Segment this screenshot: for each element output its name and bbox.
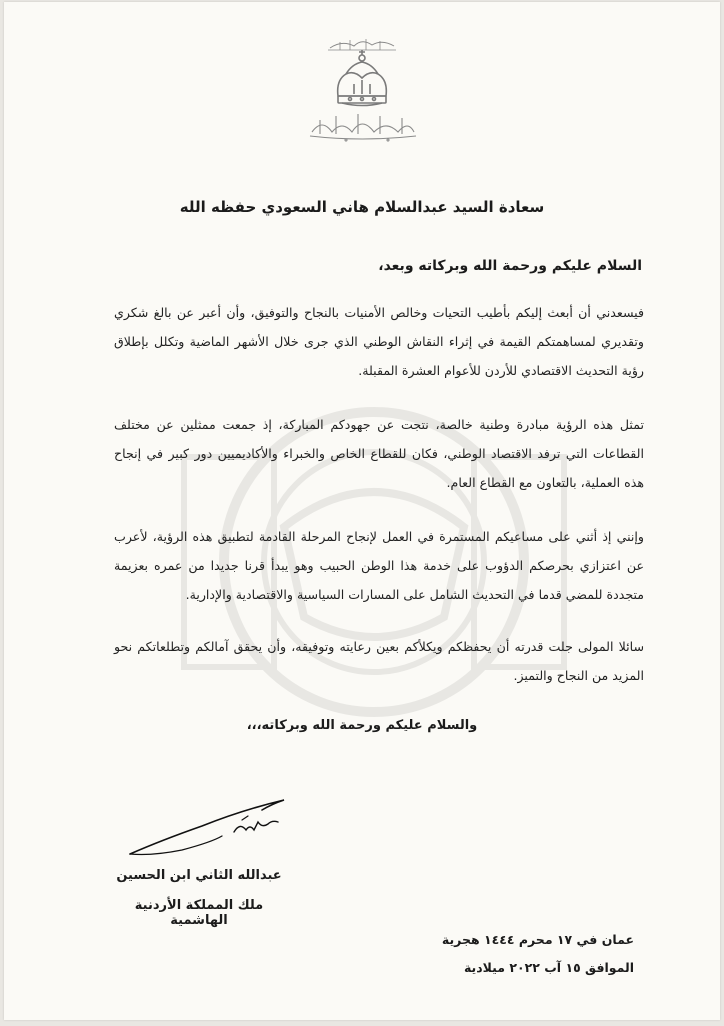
paragraph-3: وإنني إذ أثني على مساعيكم المستمرة في العمل لإنجاح المرحلة القادمة لتطبيق هذه الرؤية، لأعرب عن اعتزازي بحرصكم الدؤوب على خدمة هذا الوطن الحبيب وهو يبدأ قرنا جديدا من عمره بعزيمة متجددة للمضي قدما في التحديث الشامل على المسارات السياسية والاقتصادية والإدارية. bbox=[114, 529, 644, 602]
addressee-line: سعادة السيد عبدالسلام هاني السعودي حفظه الله bbox=[179, 198, 545, 216]
date-gregorian: الموافق ١٥ آب ٢٠٢٢ ميلادية bbox=[463, 960, 634, 975]
date-hijri: عمان في ١٧ محرم ١٤٤٤ هجرية bbox=[441, 932, 634, 947]
signer-name: عبدالله الثاني ابن الحسين bbox=[116, 868, 282, 883]
crown-icon bbox=[338, 50, 387, 106]
letter-page bbox=[4, 2, 720, 1020]
handwritten-signature-icon bbox=[122, 792, 292, 862]
greeting-line: السلام عليكم ورحمة الله وبركاته وبعد، bbox=[378, 258, 642, 274]
signer-title: ملك المملكة الأردنية الهاشمية bbox=[134, 898, 264, 928]
royal-crest bbox=[4, 28, 720, 148]
paragraph-4: سائلا المولى جلت قدرته أن يحفظكم ويكلأكم بعين رعايته وتوفيقه، وأن يحقق آمالكم وتطلعاتكم نحو المزيد من النجاح والتميز. bbox=[114, 639, 644, 683]
paragraph-1: فيسعدني أن أبعث إليكم بأطيب التحيات وخالص الأمنيات بالنجاح والتوفيق، وأن أعبر عن بالغ شكري وتقديري لمساهمتكم القيمة في إثراء النقاش الوطني الذي جرى خلال الأشهر الماضية وتكلل بإطلاق رؤية التحديث الاقتصادي للأردن للأعوام العشرة المقبلة. bbox=[114, 305, 644, 378]
closing-line: والسلام عليكم ورحمة الله وبركاته،،، bbox=[246, 718, 478, 733]
crest-emblem-icon bbox=[262, 28, 462, 148]
paragraph-2: تمثل هذه الرؤية مبادرة وطنية خالصة، نتجت عن جهودكم المباركة، إذ جمعت ممثلين عن مختلف القطاعات التي ترفد الاقتصاد الوطني، فكان للقطاع الخاص والخبراء والأكاديميين دور كبير في إنجاح هذه العملية، بالتعاون مع القطاع العام. bbox=[114, 417, 644, 490]
